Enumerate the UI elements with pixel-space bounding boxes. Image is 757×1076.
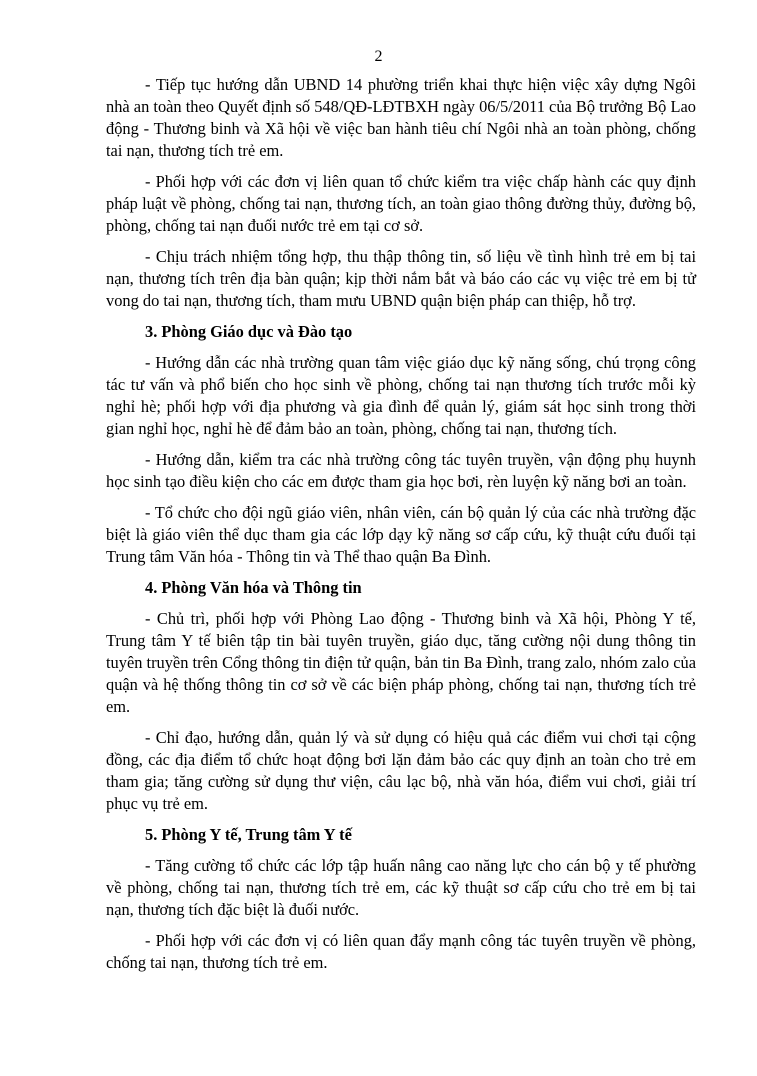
section-heading-health: 5. Phòng Y tế, Trung tâm Y tế	[145, 825, 352, 844]
paragraph-life-skills: - Hướng dẫn các nhà trường quan tâm việc giáo dục kỹ năng sống, chú trọng công tác tư vấn và phổ biến cho học sinh về phòng, chống tai nạn thương tích trước mỗi kỳ nghỉ hè; phối hợp với địa phương và gia đình để quản lý, giám sát học sinh trong thời gian nghỉ học, nghỉ hè để đảm bảo an toàn, phòng, chống tai nạn, thương tích.	[106, 353, 696, 438]
paragraph-data-reporting: - Chịu trách nhiệm tổng hợp, thu thập thông tin, số liệu về tình hình trẻ em bị tai nạn, thương tích trên địa bàn quận; kịp thời nắm bắt và báo cáo các vụ việc trẻ em bị tử vong do tai nạn, thương tích, tham mưu UBND quận biện pháp can thiệp, hỗ trợ.	[106, 247, 696, 310]
paragraph-health-training: - Tăng cường tổ chức các lớp tập huấn nâng cao năng lực cho cán bộ y tế phường về phòng, chống tai nạn, thương tích trẻ em, các kỹ thuật sơ cấp cứu cho trẻ em bị tai nạn, thương tích đặc biệt là đuối nước.	[106, 856, 696, 919]
document-body	[106, 74, 696, 983]
section-heading-culture-information: 4. Phòng Văn hóa và Thông tin	[145, 578, 362, 597]
page-number: 2	[374, 48, 383, 65]
paragraph-teacher-first-aid: - Tổ chức cho đội ngũ giáo viên, nhân viên, cán bộ quản lý của các nhà trường đặc biệt là giáo viên thể dục tham gia các lớp dạy kỹ năng sơ cấp cứu, kỹ thuật cứu đuối tại Trung tâm Văn hóa - Thông tin và Thể thao quận Ba Đình.	[106, 503, 696, 566]
section-heading-education: 3. Phòng Giáo dục và Đào tạo	[145, 322, 353, 341]
paragraph-health-communication: - Phối hợp với các đơn vị có liên quan đẩy mạnh công tác tuyên truyền về phòng, chống tai nạn, thương tích trẻ em.	[106, 931, 696, 972]
paragraph-inspection-coordination: - Phối hợp với các đơn vị liên quan tổ chức kiểm tra việc chấp hành các quy định pháp luật về phòng, chống tai nạn, thương tích, an toàn giao thông đường thủy, đường bộ, phòng, chống tai nạn đuối nước trẻ em tại cơ sở.	[106, 172, 696, 235]
paragraph-play-areas: - Chỉ đạo, hướng dẫn, quản lý và sử dụng có hiệu quả các điểm vui chơi tại cộng đồng, các địa điểm tổ chức hoạt động bơi lặn đảm bảo các quy định an toàn cho trẻ em tham gia; tăng cường sử dụng thư viện, câu lạc bộ, nhà văn hóa, điểm vui chơi, giải trí phục vụ trẻ em.	[106, 728, 696, 813]
paragraph-safe-home-guidance: - Tiếp tục hướng dẫn UBND 14 phường triển khai thực hiện việc xây dựng Ngôi nhà an toàn theo Quyết định số 548/QĐ-LĐTBXH ngày 06/5/2011 của Bộ trưởng Bộ Lao động - Thương binh và Xã hội về việc ban hành tiêu chí Ngôi nhà an toàn phòng, chống tai nạn, thương tích trẻ em.	[106, 75, 696, 160]
paragraph-media-campaign: - Chủ trì, phối hợp với Phòng Lao động - Thương binh và Xã hội, Phòng Y tế, Trung tâm Y tế biên tập tin bài tuyên truyền, giáo dục, tăng cường nội dung thông tin tuyên truyền trên Cổng thông tin điện tử quận, bản tin Ba Đình, trang zalo, nhóm zalo của quận và hệ thống thông tin cơ sở về các biện pháp phòng, chống tai nạn, thương tích trẻ em.	[106, 609, 696, 716]
paragraph-swimming-advocacy: - Hướng dẫn, kiểm tra các nhà trường công tác tuyên truyền, vận động phụ huynh học sinh tạo điều kiện cho các em được tham gia học bơi, rèn luyện kỹ năng bơi an toàn.	[106, 450, 696, 491]
